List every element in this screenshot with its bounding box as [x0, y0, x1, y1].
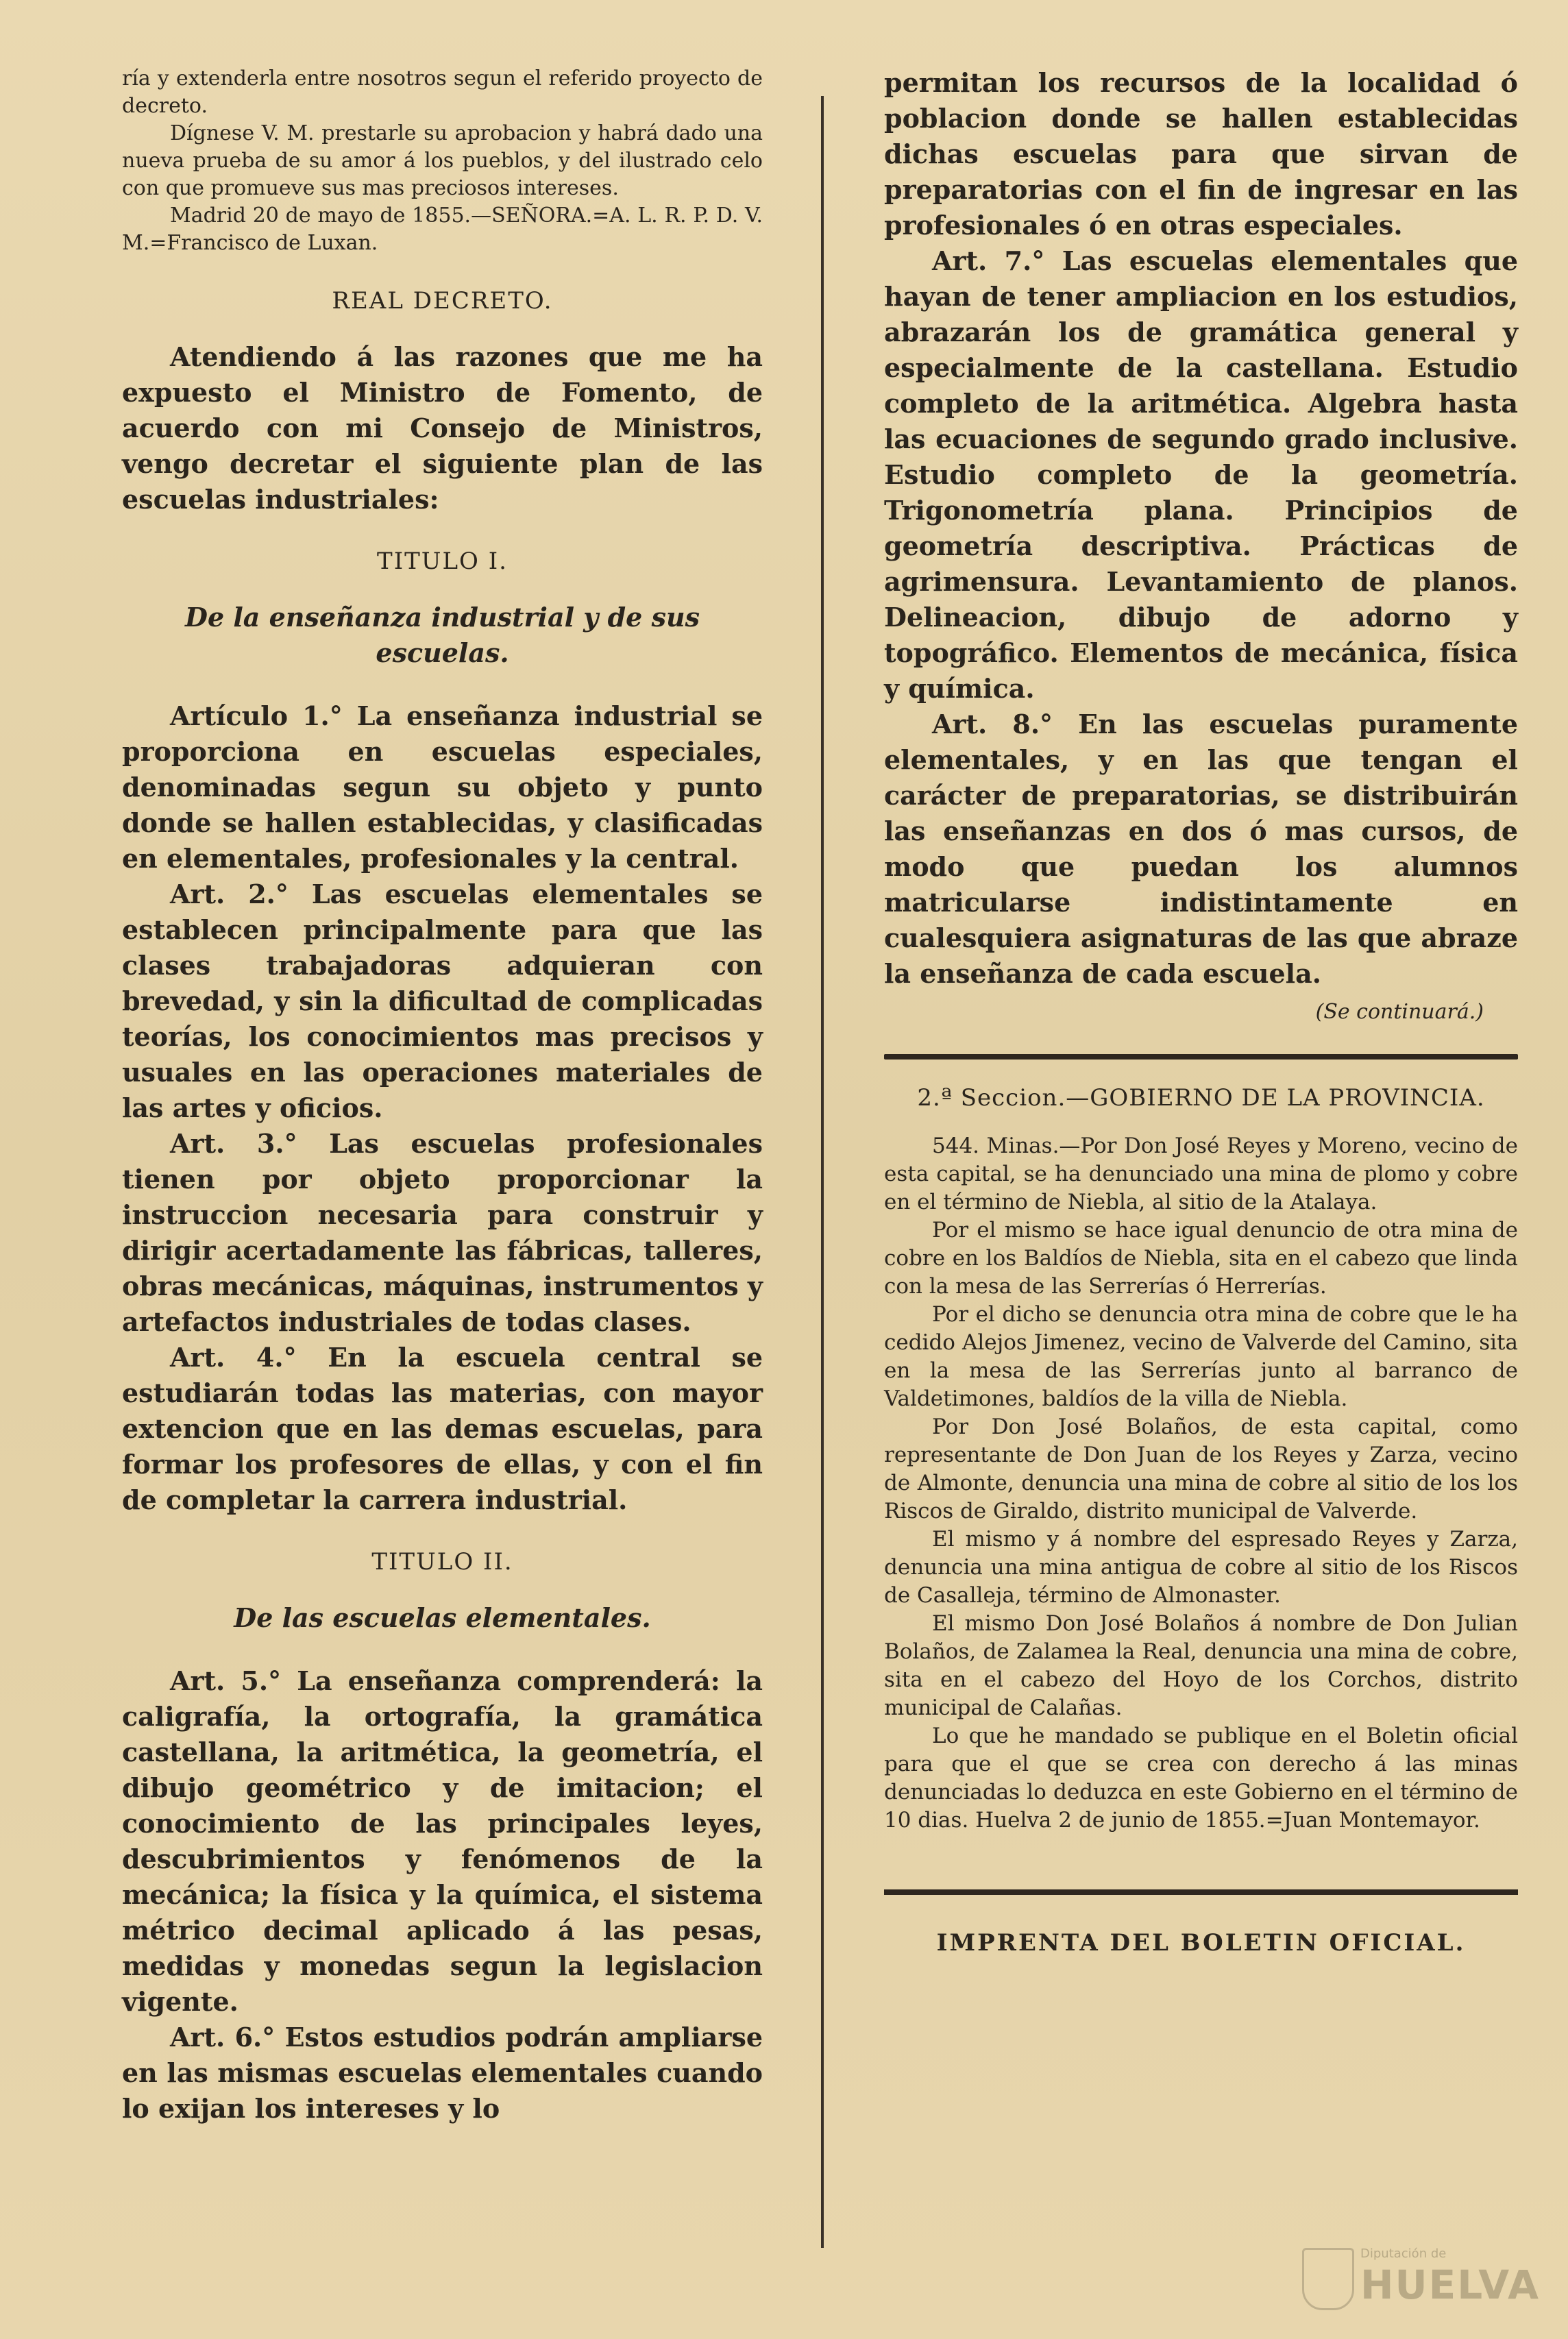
- decree-heading: REAL DECRETO.: [332, 287, 553, 315]
- closing-paragraph: Dígnese V. M. prestarle su aprobacion y habrá dado una nueva prueba de su amor á los pueblos, y del ilustrado celo con que promueve sus mas preciosos intereses.: [122, 121, 763, 200]
- article-3-label: Art. 3.°: [170, 1128, 297, 1159]
- article-1: [122, 698, 763, 877]
- signature-line: Madrid 20 de mayo de 1855.—SEÑORA.=A. L. R. P. D. V. M.=Francisco de Luxan.: [122, 204, 763, 255]
- intro-paragraph: ría y extenderla entre nosotros segun el referido proyecto de decreto.: [122, 66, 763, 118]
- article-7: [884, 243, 1518, 707]
- archive-watermark: [1302, 2241, 1541, 2316]
- article-7-text: Las escuelas elementales que hayan de tener ampliacion en los estudios, abrazarán los de gramática general y especialmente de la castellana. Estudio completo de la aritmética. Algebra hasta las ecuaciones de segundo grado inclusive. Estudio completo de la geometría. Trigonometría plana. Principios de geometría descriptiva. Prácticas de agrimensura. Levantamiento de planos. Delineacion, dibujo de adorno y topográfico. Elementos de mecánica, física y química.: [884, 245, 1519, 704]
- decree-preamble: Atendiendo á las razones que me ha expuesto el Ministro de Fomento, de acuerdo con mi Consejo de Ministros, vengo decretar el siguiente plan de las escuelas industriales:: [122, 341, 763, 515]
- title-1-subheading: De la enseñanza industrial y de sus escuelas.: [185, 602, 700, 668]
- article-4-text: En la escuela central se estudiarán todas las materias, con mayor extencion que en las demas escuelas, para formar los profesores de ellas, y con el fin de completar la carrera industrial.: [122, 1342, 763, 1515]
- article-8: [884, 707, 1518, 992]
- watermark-title: HUELVA: [1360, 2262, 1541, 2308]
- article-6-text: Estos estudios podrán ampliarse en las mismas escuelas elementales cuando lo exijan los intereses y lo: [122, 2022, 763, 2124]
- article-1-label: Artículo 1.°: [170, 700, 343, 731]
- left-column: [122, 65, 763, 2127]
- article-3-text: Las escuelas profesionales tienen por objeto proporcionar la instruccion necesaria para construir y dirigir acertadamente las fábricas, talleres, obras mecánicas, máquinas, instrumentos y artefactos industriales de todas clases.: [122, 1128, 763, 1337]
- crest-icon: [1302, 2248, 1354, 2310]
- notice-paragraph-7: Lo que he mandado se publique en el Boletin oficial para que el que se crea con derecho á las minas denunciadas lo deduzca en este Gobierno en el término de 10 dias. Huelva 2 de junio de 1855.=Juan Montemayor.: [884, 1724, 1518, 1833]
- article-4-label: Art. 4.°: [170, 1342, 297, 1373]
- article-2: [122, 877, 763, 1126]
- article-3: [122, 1126, 763, 1340]
- notice-paragraph-2: Por el mismo se hace igual denuncio de otra mina de cobre en los Baldíos de Niebla, sita en el cabezo que linda con la mesa de las Serrerías ó Herrerías.: [884, 1218, 1518, 1299]
- article-5-label: Art. 5.°: [170, 1665, 282, 1696]
- article-8-text: En las escuelas puramente elementales, y en las que tengan el carácter de preparatorias, se distribuirán las enseñanzas en dos ó mas cursos, de modo que puedan los alumnos matricularse indistintamente en cualesquiera asignaturas de las que abraze la enseñanza de cada escuela.: [884, 709, 1518, 989]
- printer-imprint: IMPRENTA DEL BOLETIN OFICIAL.: [936, 1929, 1466, 1957]
- footer-divider: [884, 1889, 1518, 1895]
- notice-paragraph-3: Por el dicho se denuncia otra mina de cobre que le ha cedido Alejos Jimenez, vecino de Valverde del Camino, sita en la mesa de las Serrerías junto al barranco de Valdetimones, baldíos de la villa de Niebla.: [884, 1302, 1518, 1411]
- section-divider: [884, 1054, 1518, 1060]
- notice-paragraph-6: El mismo Don José Bolaños á nombre de Don Julian Bolaños, de Zalamea la Real, denuncia una mina de cobre, sita en el cabezo del Hoyo de los Corchos, distrito municipal de Calañas.: [884, 1611, 1518, 1720]
- article-6: [122, 2020, 763, 2127]
- article-7-label: Art. 7.°: [932, 245, 1045, 276]
- article-6-label: Art. 6.°: [170, 2022, 275, 2053]
- right-column: [884, 65, 1518, 1957]
- article-2-label: Art. 2.°: [170, 879, 289, 909]
- article-8-label: Art. 8.°: [932, 709, 1053, 739]
- notice-paragraph-5: El mismo y á nombre del espresado Reyes y Zarza, denuncia una mina antigua de cobre al sitio de los Riscos de Casalleja, término de Almonaster.: [884, 1527, 1518, 1608]
- notice-paragraph-4: Por Don José Bolaños, de esta capital, como representante de Don Juan de los Reyes y Zarza, vecino de Almonte, denuncia una mina de cobre al sitio de los los Riscos de Giraldo, distrito municipal de Valverde.: [884, 1415, 1518, 1523]
- article-1-text: La enseñanza industrial se proporciona en escuelas especiales, denominadas segun su objeto y punto donde se hallen establecidas, y clasificadas en elementales, profesionales y la central.: [122, 700, 763, 874]
- title-2-subheading: De las escuelas elementales.: [234, 1602, 651, 1633]
- column-divider: [821, 96, 824, 2248]
- title-2-heading: TITULO II.: [371, 1548, 513, 1576]
- article-5: [122, 1663, 763, 2020]
- notice-paragraph-1: 544. Minas.—Por Don José Reyes y Moreno, vecino de esta capital, se ha denunciado una mina de plomo y cobre en el término de Niebla, al sitio de la Atalaya.: [884, 1134, 1518, 1214]
- article-4: [122, 1340, 763, 1518]
- title-1-heading: TITULO I.: [377, 548, 508, 575]
- article-2-text: Las escuelas elementales se establecen principalmente para que las clases trabajadoras adquieran con brevedad, y sin la dificultad de complicadas teorías, los conocimientos mas precisos y usuales en las operaciones materiales de las artes y oficios.: [122, 879, 763, 1123]
- continued-note: (Se continuará.): [1315, 1000, 1484, 1024]
- section-heading: 2.ª Seccion.—GOBIERNO DE LA PROVINCIA.: [917, 1084, 1485, 1112]
- watermark-subtitle: Diputación de: [1360, 2246, 1447, 2261]
- article-6-continuation: permitan los recursos de la localidad ó poblacion donde se hallen establecidas dichas escuelas para que sirvan de preparatorias con el fin de ingresar en las profesionales ó en otras especiales.: [884, 67, 1518, 241]
- article-5-text: La enseñanza comprenderá: la caligrafía, la ortografía, la gramática castellana, la aritmética, la geometría, el dibujo geométrico y de imitacion; el conocimiento de las principales leyes, descubrimientos y fenómenos de la mecánica; la física y la química, el sistema métrico decimal aplicado á las pesas, medidas y monedas segun la legislacion vigente.: [122, 1665, 763, 2017]
